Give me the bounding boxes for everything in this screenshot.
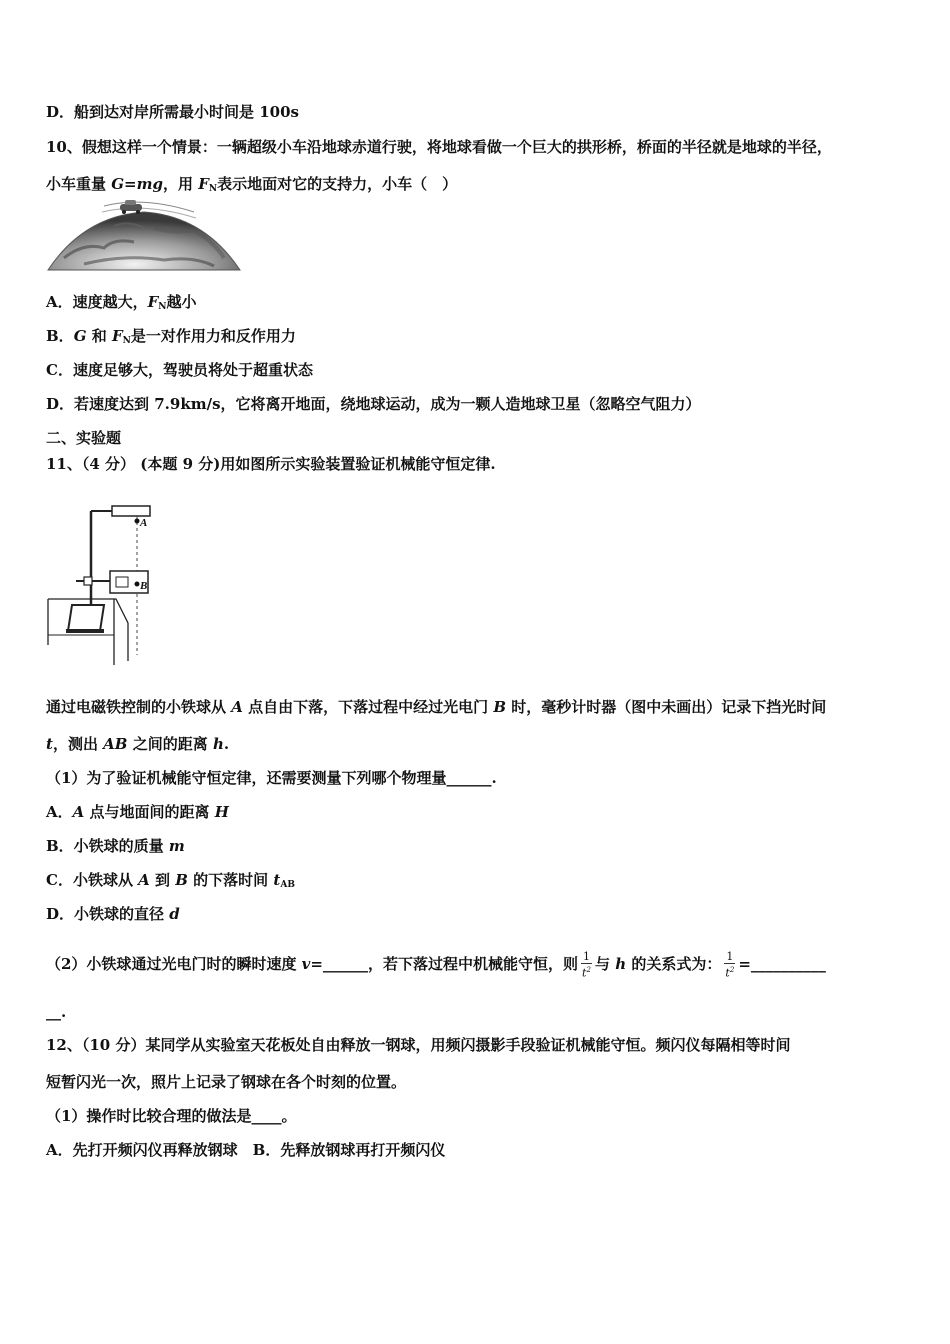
q11-part2-tail: __.: [46, 1003, 67, 1021]
q12-stem-line2: 短暂闪光一次，照片上记录了钢球在各个时刻的位置。: [46, 1073, 407, 1091]
q11-desc-line2: t，测出 AB 之间的距离 h.: [46, 735, 230, 753]
q12-part1: （1）操作时比较合理的做法是____。: [46, 1107, 297, 1125]
q9-option-d: D．船到达对岸所需最小时间是 100s: [46, 103, 299, 121]
q11-option-c: C．小铁球从 A 到 B 的下落时间 $t_{AB}$: [46, 871, 295, 890]
q10-option-d: D．若速度达到 7.9km/s，它将离开地面，绕地球运动，成为一颗人造地球卫星（忽略空气阻力）: [46, 395, 701, 413]
q11-option-d: D．小铁球的直径 d: [46, 905, 180, 923]
q10-option-c: C．速度足够大，驾驶员将处于超重状态: [46, 361, 313, 379]
q12-options: A．先打开频闪仪再释放钢球 B．先释放钢球再打开频闪仪: [46, 1141, 446, 1159]
q11-part1: （1）为了验证机械能守恒定律，还需要测量下列哪个物理量______.: [46, 769, 497, 787]
q11-option-a: A．A 点与地面间的距离 H: [46, 803, 229, 821]
q10-stem-line2: 小车重量 G=mg，用 $F_N$表示地面对它的支持力，小车（ ）: [46, 175, 458, 194]
q10-stem-line1: 10、假想这样一个情景：一辆超级小车沿地球赤道行驶，将地球看做一个巨大的拱形桥，桥面的半径就是地球的半径，: [46, 138, 832, 156]
q11-option-b: B．小铁球的质量 m: [46, 837, 185, 855]
q10-option-b: B．G 和 $F_N$是一对作用力和反作用力: [46, 327, 296, 346]
q10-option-a: A．速度越大，$F_N$越小: [46, 293, 197, 312]
q11-stem: 11、（4 分） (本题 9 分)用如图所示实验装置验证机械能守恒定律.: [46, 455, 496, 473]
earth-arch-figure: [44, 198, 244, 274]
fraction-1-over-t2: $\frac{1}{t^2}$: [582, 950, 591, 980]
q12-stem-line1: 12、（10 分）某同学从实验室天花板处自由释放一钢球，用频闪摄影手段验证机械能守恒。频闪仪每隔相等时间: [46, 1036, 791, 1054]
section2-title: 二、实验题: [46, 429, 122, 447]
fraction-1-over-t2-b: $\frac{1}{t^2}$: [725, 950, 735, 980]
q11-part2: （2）小铁球通过光电门时的瞬时速度 v=______，若下落过程中机械能守恒，则 $\frac{1}{t^2}$ 与 h 的关系式为： $\frac{1}{t^2}$ =__________: [46, 950, 826, 980]
label-a: A: [140, 517, 148, 529]
label-b: B: [140, 580, 148, 592]
experiment-apparatus-figure: [44, 495, 164, 665]
q11-desc-line1: 通过电磁铁控制的小铁球从 A 点自由下落，下落过程中经过光电门 B 时，毫秒计时器（图中未画出）记录下挡光时间: [46, 698, 827, 716]
